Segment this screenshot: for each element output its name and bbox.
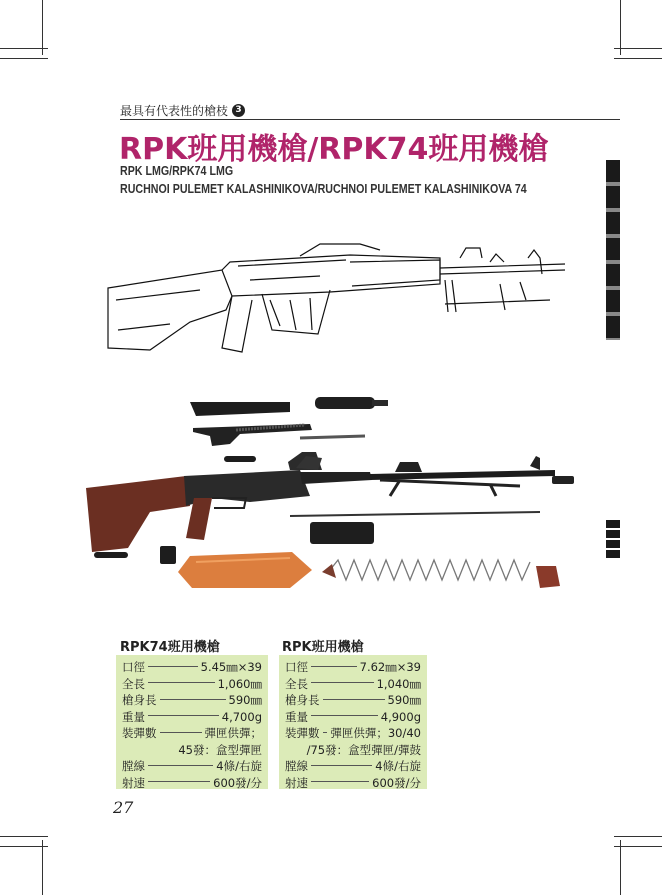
- spec-value: 7.62㎜×39: [359, 660, 421, 675]
- spec-value: /75發：盒型彈匣/彈鼓: [306, 742, 421, 757]
- spec-value: 4,900g: [380, 709, 421, 724]
- spec-label: 口徑: [122, 660, 145, 675]
- spec-row: [122, 742, 262, 759]
- spec-value: 45發：盒型彈匣: [178, 742, 262, 757]
- spec-label: 重量: [285, 709, 308, 724]
- spec-box-rpk74: [116, 655, 268, 789]
- magazine-spring: [330, 560, 530, 580]
- spec-row: [122, 758, 262, 775]
- spec-title-rpk: RPK班用機槍: [282, 640, 364, 655]
- wood-stock: [86, 476, 190, 552]
- spec-label: 裝彈數: [285, 726, 320, 741]
- chapter-badge: 3: [232, 104, 245, 117]
- page-title: RPK班用機槍/RPK74班用機槍: [119, 132, 549, 167]
- spec-value: 590㎜: [387, 693, 421, 708]
- spec-label: 射速: [285, 775, 308, 790]
- spec-value: 彈匣供彈；30/40: [330, 726, 421, 741]
- spec-label: 裝彈數: [122, 726, 157, 741]
- spec-row: [122, 692, 262, 709]
- subtitle-english: RPK LMG/RPK74 LMG: [120, 163, 234, 178]
- spec-value: 4,700g: [221, 709, 262, 724]
- spec-label: 口徑: [285, 660, 308, 675]
- spec-label: 膛線: [285, 759, 308, 774]
- spec-label: 槍身長: [122, 693, 157, 708]
- spec-value: 4條/右旋: [375, 759, 421, 774]
- spec-row: [285, 659, 421, 676]
- spec-value: 600發/分: [213, 775, 262, 790]
- spec-value: 1,060㎜: [217, 676, 262, 691]
- spec-label: 射速: [122, 775, 145, 790]
- spec-title-rpk74: RPK74班用機槍: [120, 640, 220, 655]
- spec-value: 1,040㎜: [376, 676, 421, 691]
- series-title: 最具有代表性的槍枝: [120, 104, 229, 118]
- magazine: [178, 552, 312, 588]
- bolt: [224, 456, 256, 462]
- spec-row: [122, 709, 262, 726]
- receiver-cover: [310, 522, 374, 544]
- gas-tube: [190, 402, 290, 416]
- spec-value: 4條/右旋: [216, 759, 262, 774]
- spec-row: [285, 742, 421, 759]
- spec-value: 5.45㎜×39: [200, 660, 262, 675]
- spec-row: [285, 725, 421, 742]
- spec-label: 全長: [285, 676, 308, 691]
- subtitle-russian: RUCHNOI PULEMET KALASHINIKOVA/RUCHNOI PULEMET KALASHINIKOVA 74: [120, 181, 527, 196]
- spec-label: 膛線: [122, 759, 145, 774]
- spec-value: 600發/分: [372, 775, 421, 790]
- spec-row: [285, 676, 421, 693]
- spec-row: [122, 775, 262, 792]
- spec-row: [285, 692, 421, 709]
- handguard-part: [315, 397, 375, 409]
- spec-row: [122, 676, 262, 693]
- spec-row: [122, 659, 262, 676]
- spec-box-rpk: [279, 655, 427, 789]
- spec-value: 彈匣供彈；: [204, 726, 262, 741]
- spec-row: [285, 758, 421, 775]
- spec-row: [285, 709, 421, 726]
- spec-value: 590㎜: [228, 693, 262, 708]
- page-number: 27: [113, 798, 134, 817]
- spec-row: [122, 725, 262, 742]
- spec-row: [285, 775, 421, 792]
- bolt-carrier: [193, 424, 312, 446]
- spec-label: 重量: [122, 709, 145, 724]
- spec-label: 槍身長: [285, 693, 320, 708]
- spec-label: 全長: [122, 676, 145, 691]
